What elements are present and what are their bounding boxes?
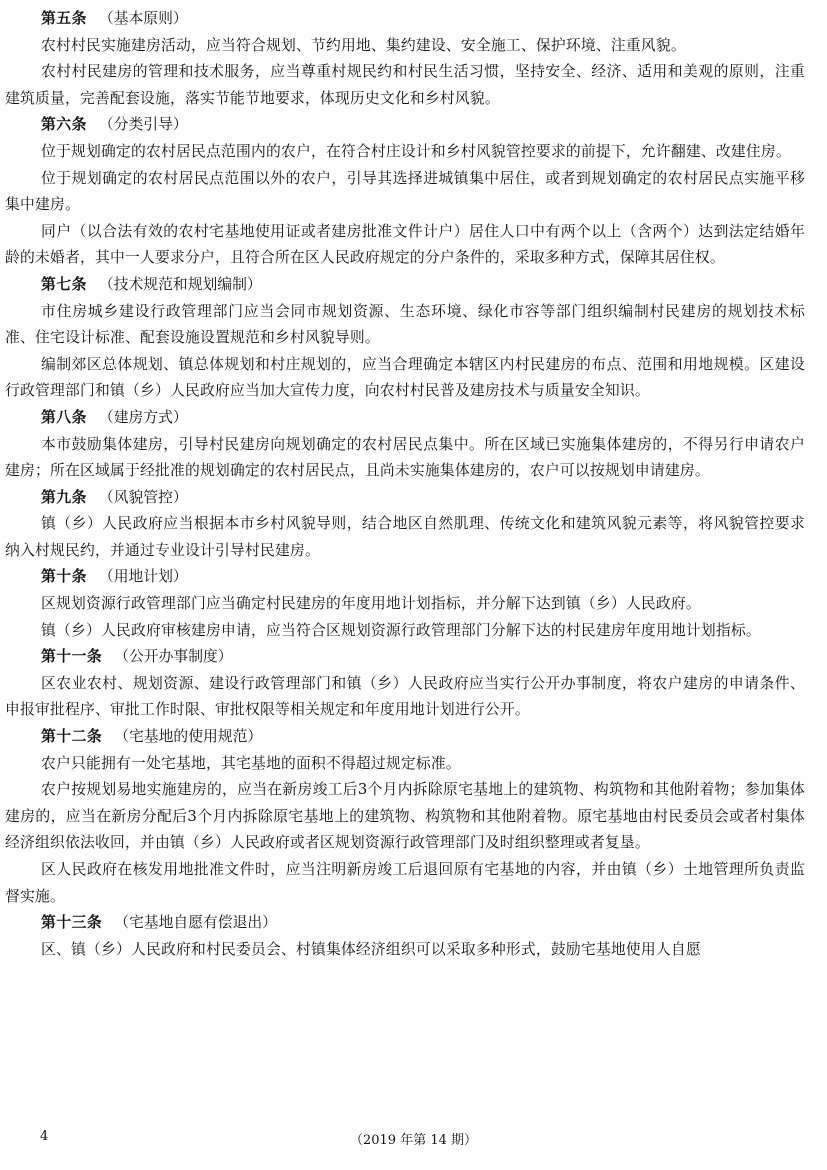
article-topic: （基本原则） [98, 10, 188, 27]
article-paragraph: 镇（乡）人民政府审核建房申请，应当符合区规划资源行政管理部门分解下达的村民建房年度用地计划指标。 [41, 621, 761, 639]
article-heading [5, 485, 805, 512]
article-topic: （技术规范和规划编制） [98, 275, 262, 293]
article-paragraph: 农村村民实施建房活动，应当符合规划、节约用地、集约建设、安全施工、保护环境、注重风貌。 [41, 36, 686, 54]
article-paragraph: 农村村民建房的管理和技术服务，应当尊重村规民约和村民生活习惯，坚持安全、经济、适用和美观的原则，注重建筑质量，完善配套设施，落实节能节地要求，体现历史文化和乡村风貌。 [5, 63, 805, 107]
article-topic: （建房方式） [98, 408, 188, 426]
article-number: 第十二条 [41, 728, 103, 746]
article-heading [5, 112, 805, 139]
article-topic: （用地计划） [98, 568, 188, 586]
article-topic: （分类引导） [98, 116, 188, 134]
article-number: 第十一条 [41, 648, 103, 666]
article-heading [5, 6, 805, 33]
article-number: 第七条 [41, 275, 87, 293]
article-topic: （宅基地的使用规范） [114, 728, 263, 746]
page-footer [0, 1129, 827, 1151]
article-heading [5, 405, 805, 432]
article-number: 第十三条 [41, 914, 103, 932]
article-paragraph: 编制郊区总体规划、镇总体规划和村庄规划的，应当合理确定本辖区内村民建房的布点、范围和用地规模。区建设行政管理部门和镇（乡）人民政府应当加大宣传力度，向农村村民普及建房技术与质量安全知识。 [5, 355, 805, 400]
article-heading [5, 644, 805, 671]
article-number: 第八条 [41, 408, 87, 426]
article-paragraph: 区农业农村、规划资源、建设行政管理部门和镇（乡）人民政府应当实行公开办事制度，将农户建房的申请条件、申报审批程序、审批工作时限、审批权限等相关规定和年度用地计划进行公开。 [5, 674, 805, 719]
article-topic: （宅基地自愿有偿退出） [114, 914, 277, 932]
article-paragraph: 区人民政府在核发用地批准文件时，应当注明新房竣工后退回原有宅基地的内容，并由镇（乡）土地管理所负责监督实施。 [5, 861, 805, 905]
document-body [5, 6, 805, 963]
article-heading [5, 272, 805, 299]
issue-label: （2019 年第 14 期） [349, 1133, 478, 1148]
article-number: 第五条 [41, 10, 87, 27]
article-paragraph: 位于规划确定的农村居民点范围以外的农户，引导其选择进城镇集中居住，或者到规划确定的农村居民点实施平移集中建房。 [5, 169, 805, 214]
article-paragraph: 区规划资源行政管理部门应当确定村民建房的年度用地计划指标，并分解下达到镇（乡）人民政府。 [41, 595, 701, 613]
article-paragraph: 区、镇（乡）人民政府和村民委员会、村镇集体经济组织可以采取多种形式，鼓励宅基地使用人自愿 [41, 940, 701, 958]
article-heading [5, 564, 805, 591]
article-heading [5, 724, 805, 751]
article-number: 第十条 [41, 568, 87, 586]
article-topic: （公开办事制度） [114, 648, 233, 666]
article-number: 第六条 [41, 116, 87, 134]
page-number: 4 [40, 1129, 49, 1144]
article-paragraph: 市住房城乡建设行政管理部门应当会同市规划资源、生态环境、绿化市容等部门组织编制村民建房的规划技术标准、住宅设计标准、配套设施设置规范和乡村风貌导则。 [5, 302, 805, 347]
article-paragraph: 位于规划确定的农村居民点范围内的农户，在符合村庄设计和乡村风貌管控要求的前提下，允许翻建、改建住房。 [41, 142, 791, 160]
article-heading [5, 910, 805, 937]
article-paragraph: 同户（以合法有效的农村宅基地使用证或者建房批准文件计户）居住人口中有两个以上（含两个）达到法定结婚年龄的未婚者，其中一人要求分户，且符合所在区人民政府规定的分户条件的，采取多种方式，保障其居住权。 [5, 222, 805, 267]
article-paragraph: 农户只能拥有一处宅基地，其宅基地的面积不得超过规定标准。 [41, 754, 461, 772]
article-paragraph: 镇（乡）人民政府应当根据本市乡村风貌导则，结合地区自然肌理、传统文化和建筑风貌元素等，将风貌管控要求纳入村规民约，并通过专业设计引导村民建房。 [5, 515, 805, 559]
article-topic: （风貌管控） [98, 488, 188, 506]
article-paragraph: 农户按规划易地实施建房的，应当在新房竣工后3个月内拆除原宅基地上的建筑物、构筑物和其他附着物；参加集体建房的，应当在新房分配后3个月内拆除原宅基地上的建筑物、构筑物和其他附着物。原宅基地由村民委员会或者村集体经济组织依法收回，并由镇（乡）人民政府或者区规划资源行政管理部门及时组织整理或者复垦。 [5, 781, 805, 852]
article-paragraph: 本市鼓励集体建房，引导村民建房向规划确定的农村居民点集中。所在区域已实施集体建房的，不得另行申请农户建房；所在区域属于经批准的规划确定的农村居民点，且尚未实施集体建房的，农户可以按规划申请建房。 [5, 435, 805, 480]
article-number: 第九条 [41, 488, 87, 506]
